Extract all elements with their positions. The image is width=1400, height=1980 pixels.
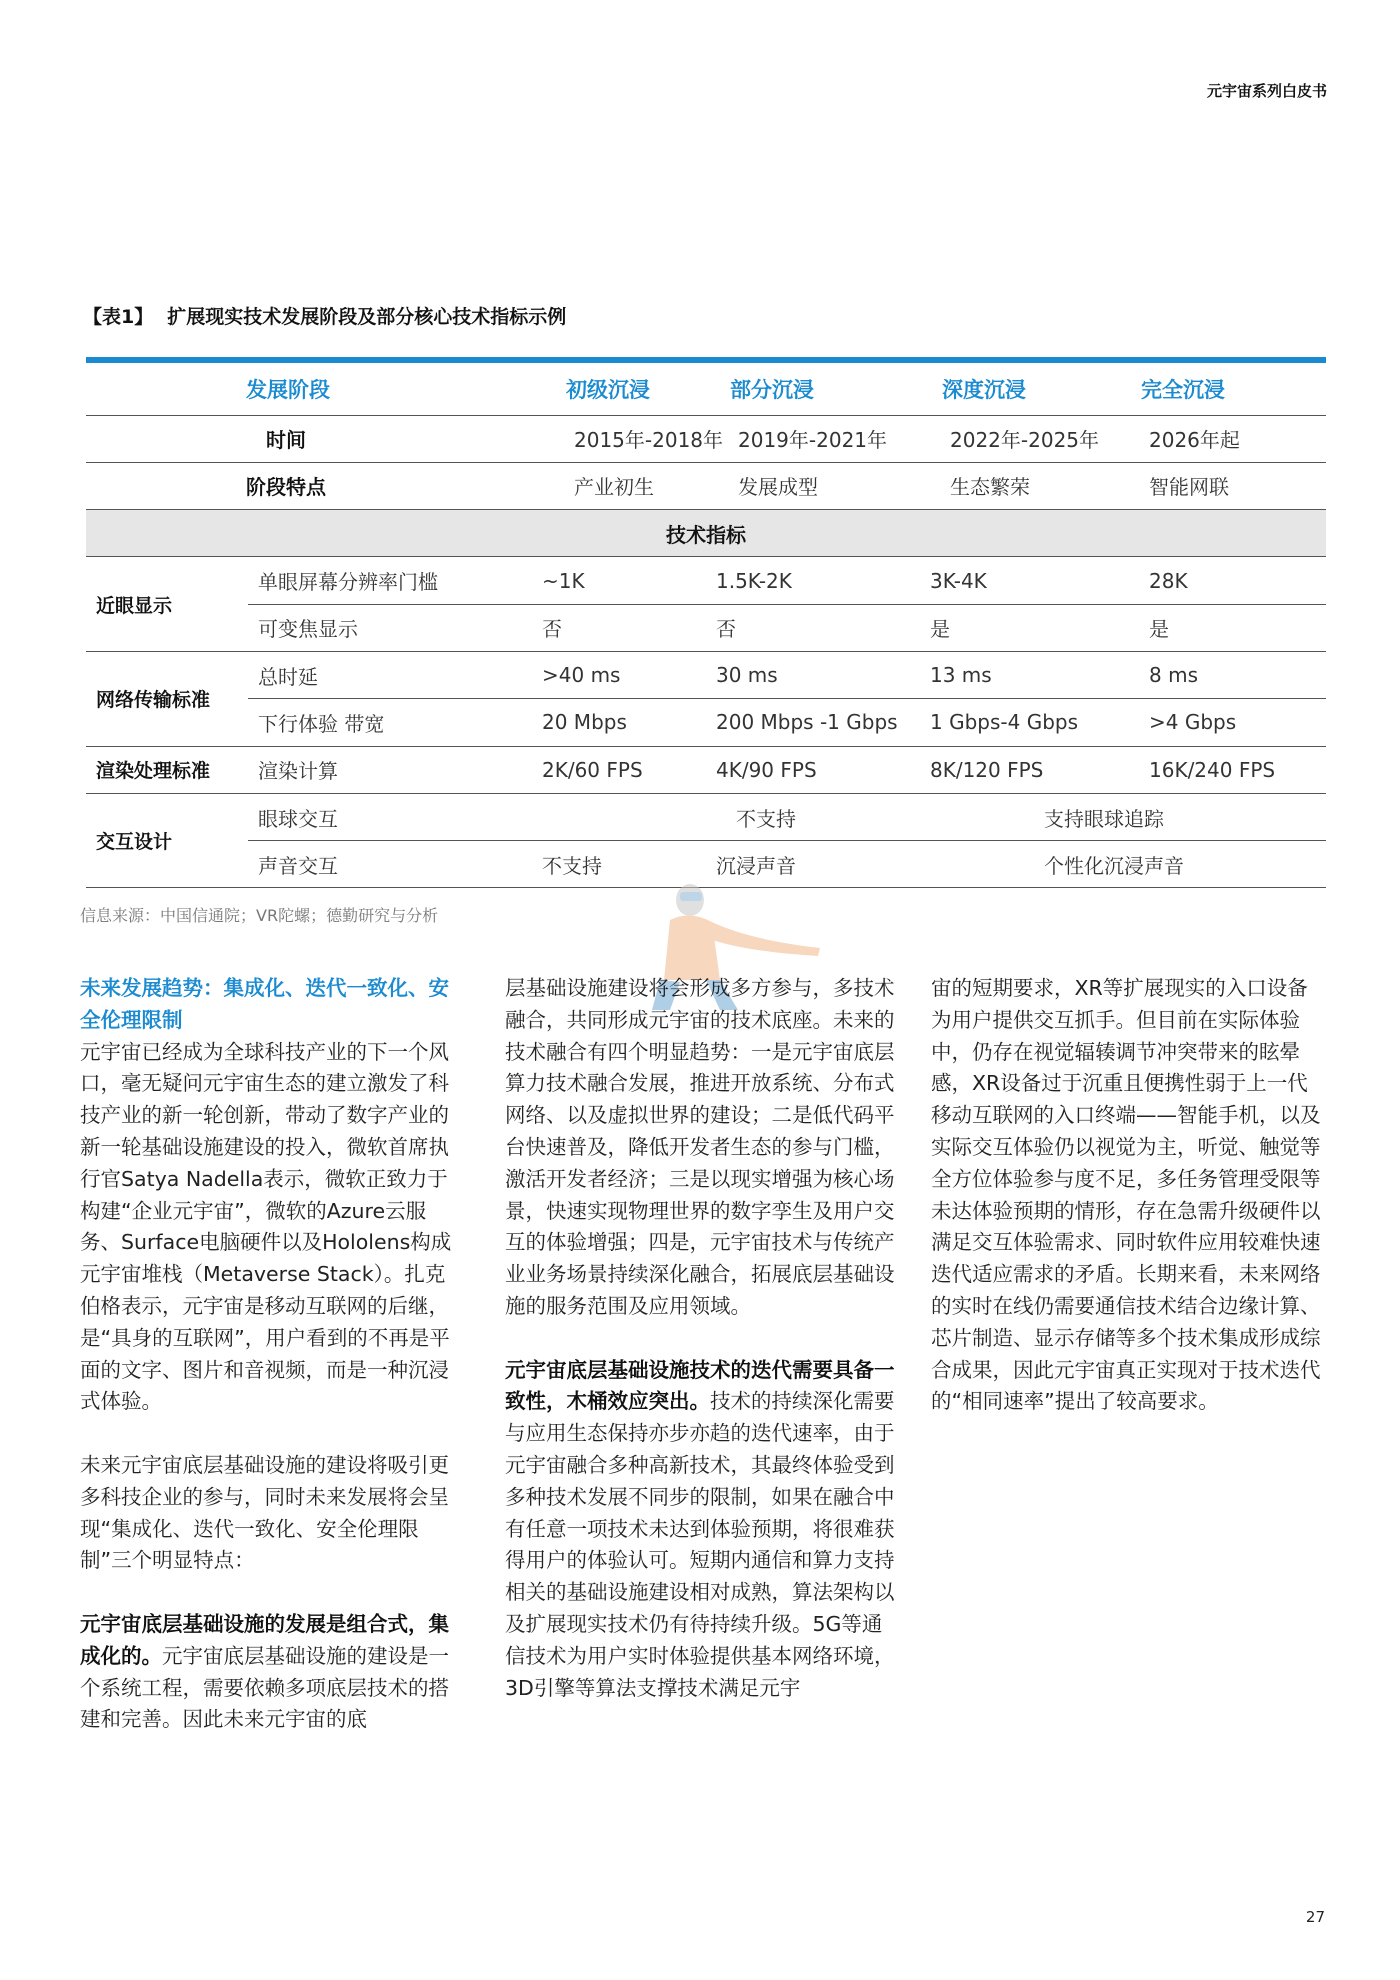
metric-label: 总时延 (248, 651, 496, 698)
stage-value: 智能网联 (1128, 462, 1326, 509)
group-network-label: 网络传输标准 (86, 651, 248, 746)
header-deep: 深度沉浸 (912, 363, 1128, 415)
paragraph: 技术的持续深化需要与应用生态保持亦步亦趋的迭代速率，由于元宇宙融合多种高新技术，其最终体验受到多种技术发展不同步的限制，如果在融合中有任意一项技术未达到体验预期，将很难获得用户的体验认可。短期内通信和算力支持相关的基础设施建设相对成熟，算法架构以及扩展现实技术仍有待持续升级。5G等通信技术为用户实时体验提供基本网络环境，3D引擎等算法支撑技术满足元宇 (505, 1389, 895, 1700)
table-row (86, 746, 1326, 793)
metric-value: 13 ms (912, 651, 1128, 698)
metric-value: 1.5K-2K (704, 557, 912, 604)
metric-value: 沉浸声音 (704, 841, 912, 888)
metric-value: 28K (1128, 557, 1326, 604)
metric-value: >40 ms (496, 651, 704, 698)
metric-label: 单眼屏幕分辨率门槛 (248, 557, 496, 604)
table-row (86, 604, 1326, 651)
body-column-3 (931, 973, 1327, 1450)
table-source-note: 信息来源：中国信通院；VR陀螺；德勤研究与分析 (80, 906, 439, 925)
metric-value: 否 (704, 604, 912, 651)
table-row (86, 699, 1326, 746)
table-row (86, 651, 1326, 698)
paragraph-lead: 元宇宙底层基础设施的发展是组合式，集成化的。 (80, 1611, 449, 1668)
metric-value: 8K/120 FPS (912, 746, 1128, 793)
stage-value: 生态繁荣 (912, 462, 1128, 509)
header-partial: 部分沉浸 (704, 363, 912, 415)
metric-value: 16K/240 FPS (1128, 746, 1326, 793)
metric-value: 是 (1128, 604, 1326, 651)
metrics-band-label: 技术指标 (86, 510, 1326, 557)
xr-stages-table (86, 357, 1326, 888)
table-row (86, 557, 1326, 604)
metric-label: 下行体验 带宽 (248, 699, 496, 746)
time-value: 2022年-2025年 (912, 415, 1128, 462)
table-header-row (86, 363, 1326, 415)
metric-value: 30 ms (704, 651, 912, 698)
stage-value: 产业初生 (496, 462, 704, 509)
metric-label: 声音交互 (248, 841, 496, 888)
paragraph: 元宇宙底层基础设施的建设是一个系统工程，需要依赖多项底层技术的搭建和完善。因此未来元宇宙的底 (80, 1643, 449, 1732)
metric-value: 8 ms (1128, 651, 1326, 698)
metric-value: 不支持 (496, 841, 704, 888)
table-row (86, 793, 1326, 840)
metric-value: 是 (912, 604, 1128, 651)
header-stage: 发展阶段 (86, 363, 496, 415)
table-caption (83, 302, 566, 329)
metric-value: 20 Mbps (496, 699, 704, 746)
time-label: 时间 (86, 415, 496, 462)
metric-value: 1 Gbps-4 Gbps (912, 699, 1128, 746)
table-caption-text: 扩展现实技术发展阶段及部分核心技术指标示例 (167, 306, 567, 328)
metric-value: 不支持 (496, 793, 912, 840)
table-caption-tag: 【表1】 (83, 306, 154, 328)
body-column-1 (80, 973, 460, 1768)
stage-row (86, 462, 1326, 509)
metric-value: 个性化沉浸声音 (912, 841, 1326, 888)
body-column-2 (505, 973, 897, 1736)
metric-value: 否 (496, 604, 704, 651)
metric-value: 4K/90 FPS (704, 746, 912, 793)
paragraph: 元宇宙已经成为全球科技产业的下一个风口，毫无疑问元宇宙生态的建立激发了科技产业的新一轮创新，带动了数字产业的新一轮基础设施建设的投入，微软首席执行官Satya Nadella表示，微软正致力于构建“企业元宇宙”，微软的Azure云服务、Surface电脑硬件以及Hololens构成元宇宙堆栈（Metaverse Stack）。扎克伯格表示，元宇宙是移动互联网的后继，是“具身的互联网”，用户看到的不再是平面的文字、图片和音视频，而是一种沉浸式体验。 (80, 1039, 452, 1414)
time-value: 2019年-2021年 (704, 415, 912, 462)
group-near-eye-label: 近眼显示 (86, 557, 248, 652)
header-initial: 初级沉浸 (496, 363, 704, 415)
time-value: 2026年起 (1128, 415, 1326, 462)
metric-value: 3K-4K (912, 557, 1128, 604)
header-full: 完全沉浸 (1128, 363, 1326, 415)
page-number: 27 (1305, 1908, 1325, 1926)
metric-value: >4 Gbps (1128, 699, 1326, 746)
paragraph: 宙的短期要求，XR等扩展现实的入口设备为用户提供交互抓手。但目前在实际体验中，仍存在视觉辐辏调节冲突带来的眩晕感，XR设备过于沉重且便携性弱于上一代移动互联网的入口终端——智能手机，以及实际交互体验仍以视觉为主，听觉、触觉等全方位体验参与度不足，多任务管理受限等未达体验预期的情形，存在急需升级硬件以满足交互体验需求、同时软件应用较难快速迭代适应需求的矛盾。长期来看，未来网络的实时在线仍需要通信技术结合边缘计算、芯片制造、显示存储等多个技术集成形成综合成果，因此元宇宙真正实现对于技术迭代的“相同速率”提出了较高要求。 (931, 976, 1321, 1414)
paragraph: 未来元宇宙底层基础设施的建设将吸引更多科技企业的参与，同时未来发展将会呈现“集成化、迭代一致化、安全伦理限制”三个明显特点： (80, 1452, 449, 1573)
metric-label: 可变焦显示 (248, 604, 496, 651)
metrics-band-row (86, 510, 1326, 557)
metric-value: 2K/60 FPS (496, 746, 704, 793)
group-render-label: 渲染处理标准 (86, 746, 248, 793)
metric-value: 200 Mbps -1 Gbps (704, 699, 912, 746)
time-value: 2015年-2018年 (496, 415, 704, 462)
paragraph: 层基础设施建设将会形成多方参与，多技术融合，共同形成元宇宙的技术底座。未来的技术融合有四个明显趋势：一是元宇宙底层算力技术融合发展，推进开放系统、分布式网络、以及虚拟世界的建设；二是低代码平台快速普及，降低开发者生态的参与门槛，激活开发者经济；三是以现实增强为核心场景，快速实现物理世界的数字孪生及用户交互的体验增强；四是，元宇宙技术与传统产业业务场景持续深化融合，拓展底层基础设施的服务范围及应用领域。 (505, 976, 895, 1318)
time-row (86, 415, 1326, 462)
document-series-title: 元宇宙系列白皮书 (1206, 82, 1327, 100)
metric-label: 渲染计算 (248, 746, 496, 793)
metric-label: 眼球交互 (248, 793, 496, 840)
metric-value: 支持眼球追踪 (912, 793, 1326, 840)
group-interaction-label: 交互设计 (86, 793, 248, 888)
stage-label: 阶段特点 (86, 462, 496, 509)
stage-value: 发展成型 (704, 462, 912, 509)
metric-value: ~1K (496, 557, 704, 604)
paragraph-lead: 元宇宙底层基础设施技术的迭代需要具备一致性，木桶效应突出。 (505, 1357, 895, 1414)
section-heading: 未来发展趋势：集成化、迭代一致化、安全伦理限制 (80, 976, 449, 1032)
